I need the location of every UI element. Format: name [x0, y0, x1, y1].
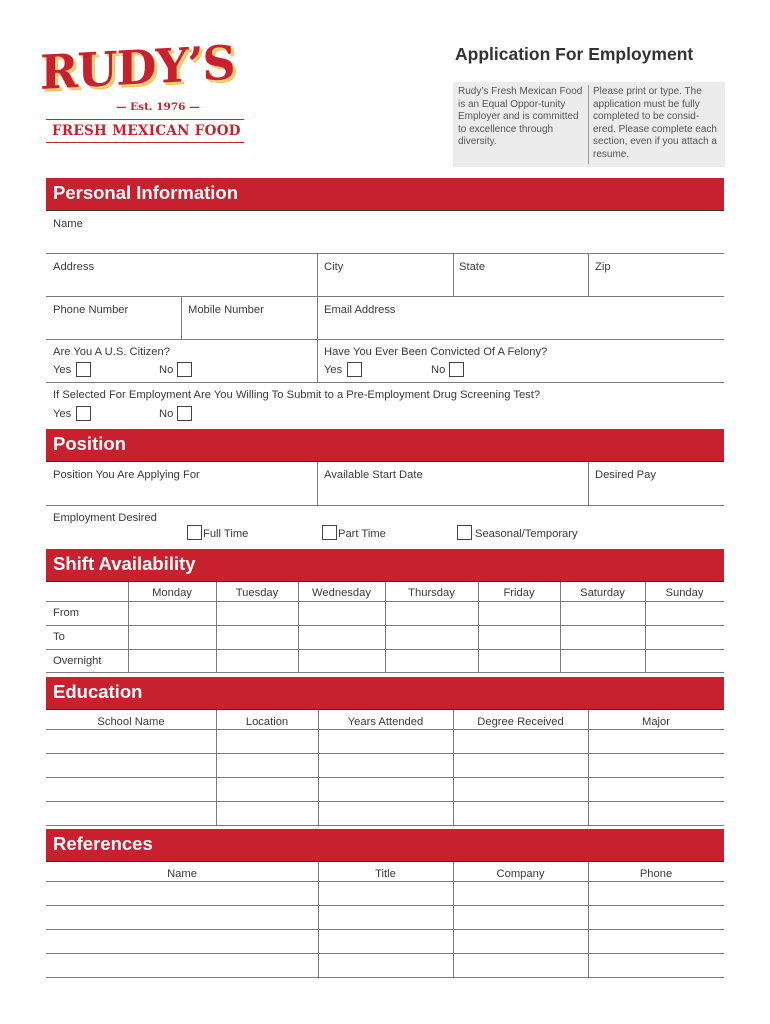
shift-day-header: Friday [503, 587, 535, 599]
section-header-education [46, 677, 724, 709]
felony-question: Have You Ever Been Convicted Of A Felony? [324, 346, 548, 358]
education-cell[interactable] [319, 802, 453, 825]
reference-cell[interactable] [319, 954, 453, 977]
education-column-header: Location [245, 716, 289, 728]
education-cell[interactable] [454, 802, 588, 825]
col-rule [317, 339, 318, 382]
shift-cell[interactable] [561, 626, 645, 649]
section-title-references: References [53, 833, 153, 854]
shift-cell[interactable] [299, 650, 385, 672]
education-cell[interactable] [454, 730, 588, 753]
section-rule [46, 461, 724, 462]
position-applying-label: Position You Are Applying For [53, 469, 200, 481]
reference-cell[interactable] [454, 906, 588, 929]
instructions-text: Please print or type. The application must be fully completed to be consid-ered. Please complete each section, even if you attach a resume. [593, 86, 717, 160]
email-label: Email Address [324, 304, 396, 316]
address-field[interactable] [46, 254, 317, 296]
shift-cell[interactable] [479, 602, 560, 625]
felony-yes-checkbox[interactable] [347, 362, 362, 377]
logo-rule-bottom [46, 142, 244, 143]
section-header-shift [46, 549, 724, 581]
part-time-checkbox[interactable] [322, 525, 337, 540]
reference-cell[interactable] [319, 906, 453, 929]
full-time-label: Full Time [203, 528, 249, 540]
drug-test-question: If Selected For Employment Are You Willing To Submit to a Pre-Employment Drug Screening Test? [53, 389, 541, 401]
section-title-personal: Personal Information [53, 182, 239, 203]
education-cell[interactable] [47, 778, 216, 801]
shift-cell[interactable] [646, 626, 724, 649]
education-cell[interactable] [589, 778, 724, 801]
section-header-position [46, 429, 724, 461]
address-label: Address [53, 261, 95, 273]
education-cell[interactable] [47, 730, 216, 753]
reference-cell[interactable] [319, 930, 453, 953]
logo-rule-top [46, 119, 244, 120]
phone-label: Phone Number [53, 304, 129, 316]
name-label: Name [53, 218, 83, 230]
shift-cell[interactable] [386, 602, 478, 625]
section-title-shift: Shift Availability [53, 553, 196, 574]
start-date-label: Available Start Date [324, 469, 423, 481]
part-time-label: Part Time [338, 528, 386, 540]
reference-cell[interactable] [47, 930, 318, 953]
shift-cell[interactable] [479, 650, 560, 672]
section-title-position: Position [53, 433, 126, 454]
state-field[interactable] [454, 254, 588, 296]
education-column-header: Major [642, 716, 670, 728]
shift-day-header: Thursday [408, 587, 455, 599]
shift-cell[interactable] [646, 602, 724, 625]
grid-row-rule [46, 977, 724, 978]
city-label: City [324, 261, 344, 273]
education-cell[interactable] [454, 754, 588, 777]
reference-column-header: Name [167, 868, 197, 880]
reference-cell[interactable] [454, 954, 588, 977]
education-column-header: Degree Received [477, 716, 564, 728]
reference-cell[interactable] [47, 906, 318, 929]
education-cell[interactable] [47, 754, 216, 777]
education-cell[interactable] [454, 778, 588, 801]
eeo-statement: Rudy’s Fresh Mexican Food is an Equal Oppor-tunity Employer and is committed to excellence through diversity. [458, 86, 583, 148]
section-header-personal [46, 178, 724, 210]
mobile-field[interactable] [182, 297, 317, 339]
felony-no-label: No [431, 364, 446, 376]
page-title: Application For Employment [455, 44, 694, 64]
shift-cell[interactable] [129, 626, 216, 649]
logo-wordmark: RUDY’S [40, 35, 235, 102]
education-cell[interactable] [217, 754, 318, 777]
logo-tagline: FRESH MEXICAN FOOD [52, 123, 241, 139]
mobile-label: Mobile Number [188, 304, 264, 316]
drug-no-label: No [159, 408, 174, 420]
education-cell[interactable] [589, 730, 724, 753]
grid-row-rule [46, 825, 724, 826]
shift-cell[interactable] [299, 602, 385, 625]
reference-cell[interactable] [589, 906, 724, 929]
section-header-references [46, 829, 724, 861]
header-info-box [453, 82, 725, 167]
education-cell[interactable] [217, 778, 318, 801]
education-column-header: Years Attended [347, 716, 424, 728]
city-field[interactable] [318, 254, 453, 296]
start-date-field[interactable] [318, 465, 588, 505]
citizen-question: Are You A U.S. Citizen? [53, 346, 170, 358]
phone-field[interactable] [46, 297, 181, 339]
row-rule [46, 382, 724, 383]
state-label: State [459, 261, 486, 273]
drug-yes-checkbox[interactable] [76, 406, 91, 421]
education-cell[interactable] [47, 802, 216, 825]
citizen-no-label: No [159, 364, 174, 376]
shift-cell[interactable] [386, 650, 478, 672]
education-column-header: School Name [97, 716, 165, 728]
employment-desired-label: Employment Desired [53, 512, 157, 524]
shift-cell[interactable] [217, 602, 298, 625]
education-cell[interactable] [217, 730, 318, 753]
shift-cell[interactable] [129, 650, 216, 672]
reference-column-header: Phone [639, 868, 673, 880]
education-cell[interactable] [319, 730, 453, 753]
desired-pay-label: Desired Pay [595, 469, 656, 481]
shift-cell[interactable] [561, 602, 645, 625]
reference-cell[interactable] [589, 882, 724, 905]
section-rule [46, 861, 724, 862]
reference-cell[interactable] [454, 930, 588, 953]
desired-pay-field[interactable] [589, 465, 724, 505]
shift-cell[interactable] [299, 626, 385, 649]
logo-established: — Est. 1976 — [116, 101, 200, 113]
shift-cell[interactable] [386, 626, 478, 649]
name-field[interactable] [46, 214, 724, 253]
education-cell[interactable] [589, 802, 724, 825]
reference-column-header: Company [496, 868, 545, 880]
seasonal-checkbox[interactable] [457, 525, 472, 540]
seasonal-label: Seasonal/Temporary [475, 528, 578, 540]
zip-field[interactable] [589, 254, 724, 296]
education-cell[interactable] [319, 754, 453, 777]
drug-no-checkbox[interactable] [177, 406, 192, 421]
reference-cell[interactable] [589, 930, 724, 953]
citizen-yes-checkbox[interactable] [76, 362, 91, 377]
reference-cell[interactable] [319, 882, 453, 905]
grid-row-rule [46, 672, 724, 673]
shift-day-header: Sunday [665, 587, 704, 599]
shift-day-header: Wednesday [312, 587, 371, 599]
citizen-yes-label: Yes [53, 364, 72, 376]
shift-day-header: Tuesday [235, 587, 279, 599]
email-field[interactable] [318, 297, 724, 339]
reference-cell[interactable] [47, 954, 318, 977]
education-cell[interactable] [589, 754, 724, 777]
shift-day-header: Saturday [580, 587, 625, 599]
row-rule [46, 505, 724, 506]
shift-day-header: Monday [152, 587, 192, 599]
position-applying-field[interactable] [46, 465, 317, 505]
education-cell[interactable] [319, 778, 453, 801]
info-divider [588, 85, 589, 164]
citizen-no-checkbox[interactable] [177, 362, 192, 377]
reference-column-header: Title [375, 868, 396, 880]
shift-cell[interactable] [217, 626, 298, 649]
shift-cell[interactable] [646, 650, 724, 672]
reference-cell[interactable] [589, 954, 724, 977]
shift-cell[interactable] [129, 602, 216, 625]
row-rule [46, 339, 724, 340]
shift-row-label: From [53, 607, 80, 619]
shift-cell[interactable] [561, 650, 645, 672]
shift-cell[interactable] [479, 626, 560, 649]
shift-row-label: To [53, 631, 65, 643]
shift-cell[interactable] [217, 650, 298, 672]
shift-row-label: Overnight [53, 655, 102, 667]
section-rule [46, 210, 724, 211]
drug-yes-label: Yes [53, 408, 72, 420]
education-cell[interactable] [217, 802, 318, 825]
reference-cell[interactable] [454, 882, 588, 905]
reference-cell[interactable] [47, 882, 318, 905]
section-rule [46, 709, 724, 710]
felony-no-checkbox[interactable] [449, 362, 464, 377]
felony-yes-label: Yes [324, 364, 343, 376]
section-title-education: Education [53, 681, 143, 702]
full-time-checkbox[interactable] [187, 525, 202, 540]
zip-label: Zip [595, 261, 611, 273]
